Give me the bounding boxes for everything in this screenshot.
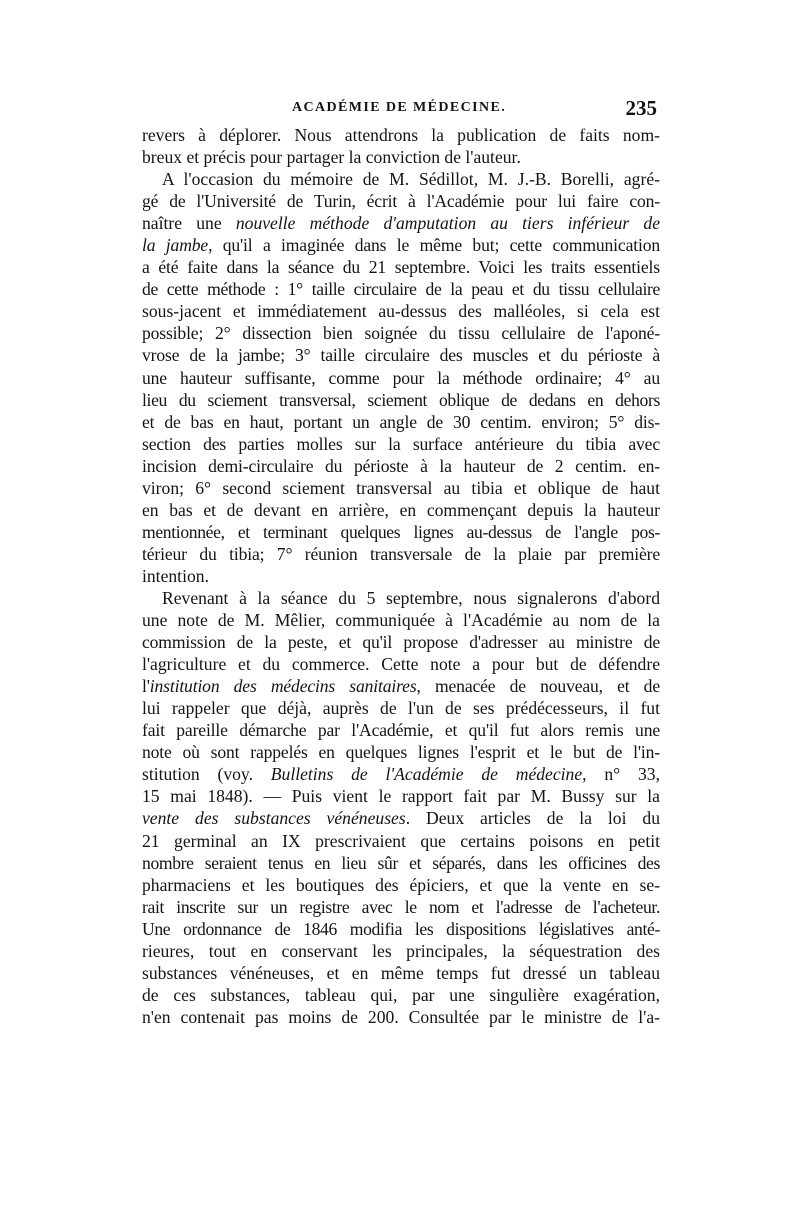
text-line: Revenant à la séance du 5 septembre, nous signalerons d'abord: [162, 587, 660, 608]
italic-run: nouvelle méthode d'amputation au tiers inférieur de: [235, 213, 660, 234]
text-line: section des parties molles sur la surface antérieure du tibia avec: [142, 433, 660, 454]
running-head: [142, 98, 657, 122]
text-line: en bas et de devant en arrière, en commençant depuis la hauteur: [142, 499, 660, 520]
italic-run: institution des médecins sanitaires: [149, 676, 417, 697]
text-line: breux et précis pour partager la conviction de l'auteur.: [142, 147, 521, 168]
text-line: l'agriculture et du commerce. Cette note a pour but de défendre: [142, 654, 660, 675]
italic-run: Bulletins de l'Académie de médecine: [270, 764, 583, 785]
page-number: 235: [625, 96, 657, 120]
text-line: incision demi-circulaire du périoste à la hauteur de 2 centim. en-: [142, 455, 660, 476]
body-text: [142, 124, 660, 1028]
text-run: , qu'il a imaginée dans le même but; cette communication: [208, 235, 660, 256]
running-title: ACADÉMIE DE MÉDECINE.: [292, 100, 507, 115]
text-line: nombre seraient tenus en lieu sûr et séparés, dans les officines des: [142, 852, 660, 873]
text-line: lieu du sciement transversal, sciement oblique de dedans en dehors: [142, 389, 660, 410]
text-line: a été faite dans la séance du 21 septembre. Voici les traits essentiels: [142, 257, 660, 278]
text-line: une hauteur suffisante, comme pour la méthode ordinaire; 4° au: [142, 367, 660, 388]
text-line: sous-jacent et immédiatement au-dessus des malléoles, si cela est: [142, 301, 660, 322]
text-line: et de bas en haut, portant un angle de 30 centim. environ; 5° dis-: [142, 411, 660, 432]
text-run: naître une: [142, 213, 236, 234]
text-run: , n° 33,: [582, 764, 660, 785]
text-line: rieures, tout en conservant les principales, la séquestration des: [142, 940, 660, 961]
italic-run: vente des substances vénéneuses: [142, 808, 406, 829]
text-line: mentionnée, et terminant quelques lignes au-dessus de l'angle pos-: [142, 521, 660, 542]
text-line: de ces substances, tableau qui, par une singulière exagération,: [142, 984, 660, 1005]
text-line: intention.: [142, 565, 209, 586]
text-run: , menacée de nouveau, et de: [416, 676, 660, 697]
text-line: une note de M. Mêlier, communiquée à l'Académie au nom de la: [142, 610, 660, 631]
text-line: pharmaciens et les boutiques des épiciers, et que la vente en se-: [142, 874, 660, 895]
text-line: [142, 675, 660, 697]
text-run: . Deux articles de la loi du: [405, 808, 660, 829]
text-line: lui rappeler que déjà, auprès de l'un de ses prédécesseurs, il fut: [142, 698, 660, 719]
text-run: l': [142, 676, 150, 697]
text-line: note où sont rappelés en quelques lignes l'esprit et le but de l'in-: [142, 742, 660, 763]
text-line: n'en contenait pas moins de 200. Consultée par le ministre de l'a-: [142, 1006, 660, 1027]
text-line: rait inscrite sur un registre avec le nom et l'adresse de l'acheteur.: [142, 896, 660, 917]
text-line: térieur du tibia; 7° réunion transversale de la plaie par première: [142, 543, 660, 564]
text-line: substances vénéneuses, et en même temps fut dressé un tableau: [142, 962, 660, 983]
text-line: A l'occasion du mémoire de M. Sédillot, M. J.-B. Borelli, agré-: [162, 169, 660, 190]
text-line: viron; 6° second sciement transversal au tibia et oblique de haut: [142, 477, 660, 498]
text-line: 15 mai 1848). — Puis vient le rapport fait par M. Bussy sur la: [142, 786, 660, 807]
text-line: vrose de la jambe; 3° taille circulaire des muscles et du périoste à: [142, 345, 660, 366]
text-line: revers à déplorer. Nous attendrons la publication de faits nom-: [142, 125, 660, 145]
text-line: [142, 763, 660, 785]
text-line: de cette méthode : 1° taille circulaire de la peau et du tissu cellulaire: [142, 279, 660, 300]
italic-run: la jambe: [142, 235, 209, 256]
text-line: [142, 807, 660, 829]
text-line: fait pareille démarche par l'Académie, et qu'il fut alors remis une: [142, 720, 660, 741]
text-run: stitution (voy.: [142, 764, 271, 785]
text-line: [142, 234, 660, 256]
text-line: possible; 2° dissection bien soignée du tissu cellulaire de l'aponé-: [142, 323, 660, 344]
text-line: gé de l'Université de Turin, écrit à l'Académie pour lui faire con-: [142, 191, 660, 212]
text-line: [142, 212, 660, 234]
text-line: 21 germinal an IX prescrivaient que certains poisons en petit: [142, 830, 660, 851]
text-line: commission de la peste, et qu'il propose d'adresser au ministre de: [142, 632, 660, 653]
text-line: Une ordonnance de 1846 modifia les dispositions législatives anté-: [142, 918, 660, 939]
